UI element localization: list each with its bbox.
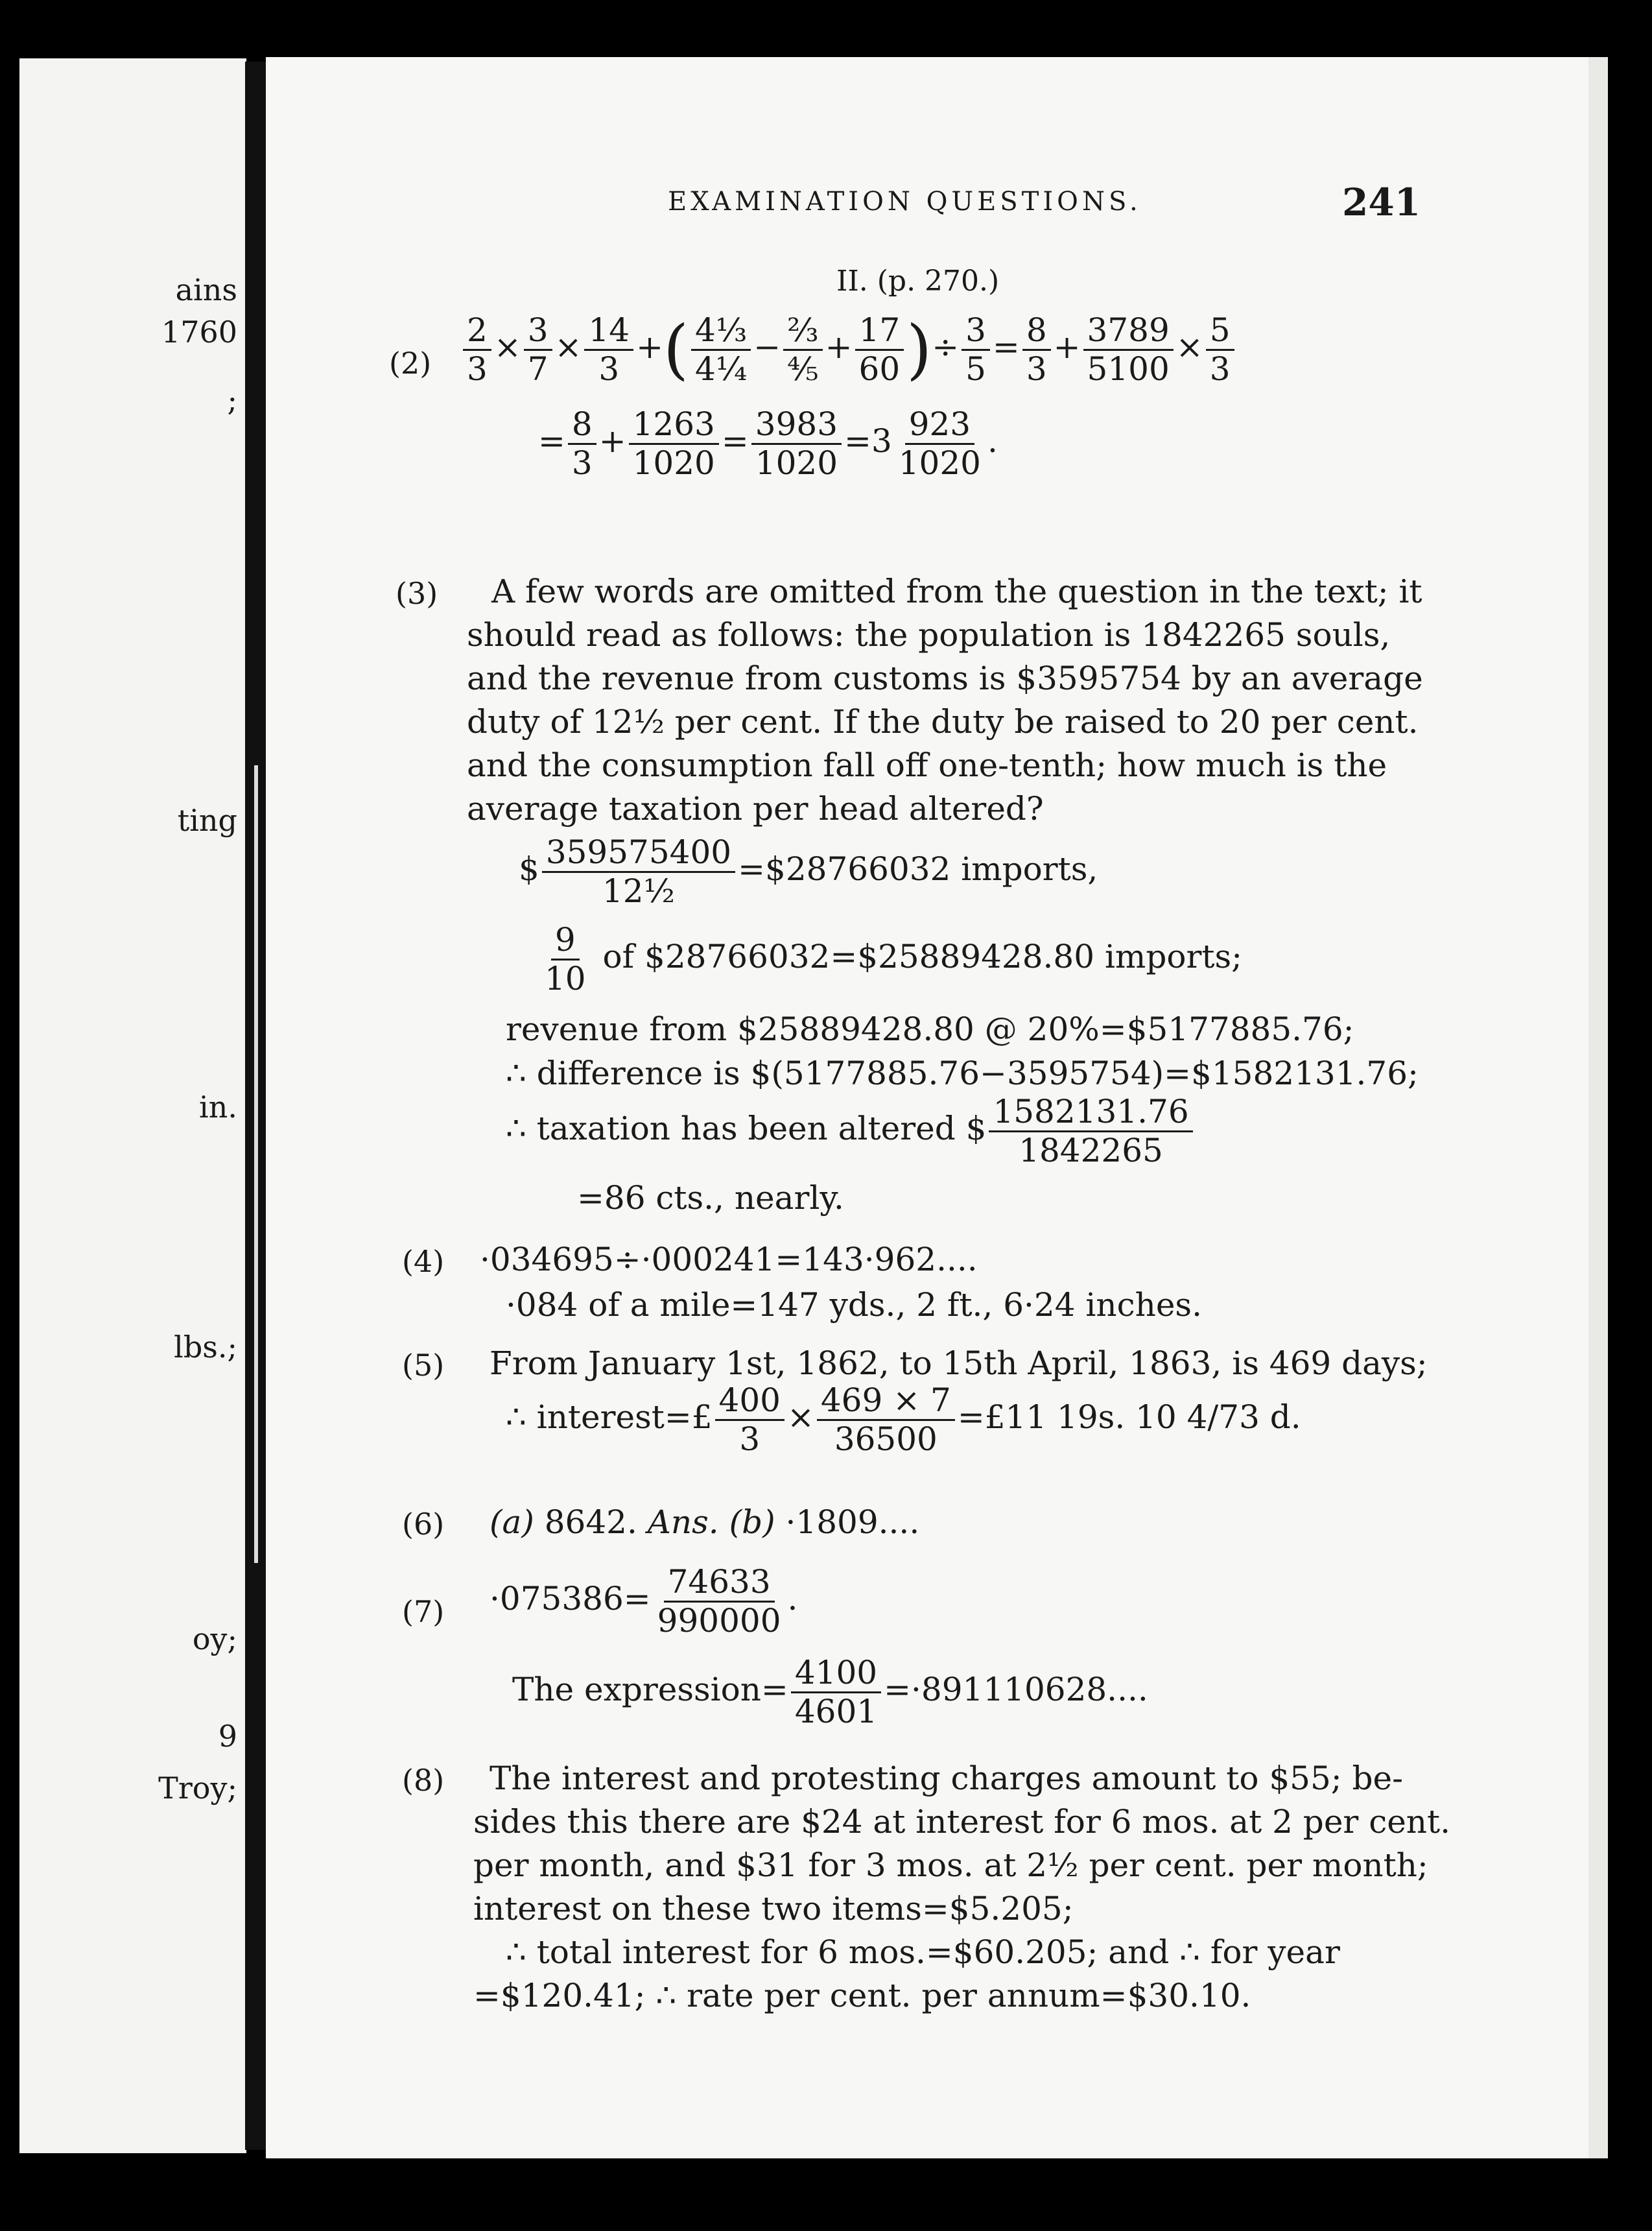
- left-fragment: ains: [175, 272, 237, 307]
- text-line: should read as follows: the population is 1842265 souls,: [467, 616, 1391, 654]
- question-number: (2): [389, 346, 432, 381]
- text-line: =$120.41; ∴ rate per cent. per annum=$30.10.: [473, 1977, 1251, 2014]
- fraction: $\frac{9}{10}$: [545, 921, 586, 997]
- binding-thread: [254, 765, 258, 1563]
- fraction: $\frac{469 \times 7}{36500}$: [817, 1383, 955, 1456]
- text-line: ∴ difference is $(5177885.76−3595754)=$1582131.76;: [506, 1055, 1419, 1092]
- q3-calc2: $\frac{9}{10}$ of $28766032=$25889428.80 imports;: [538, 923, 1242, 996]
- fraction: $\frac{923}{1020}$: [898, 405, 981, 482]
- running-header: EXAMINATION QUESTIONS.: [668, 187, 1142, 217]
- page-edge: [1588, 57, 1608, 2158]
- fraction: $\frac{1263}{1020}$: [629, 407, 719, 480]
- question-number: (5): [402, 1348, 445, 1383]
- left-fragment: Troy;: [158, 1771, 237, 1806]
- fraction: $\frac{14}{3}$: [584, 313, 633, 386]
- fraction: $\frac{74633}{990000}$: [657, 1563, 781, 1640]
- q6-line: (a) 8642. Ans. (b) ·1809....: [490, 1503, 920, 1541]
- text-line: revenue from $25889428.80 @ 20%=$5177885.76;: [506, 1010, 1354, 1048]
- fraction: $\frac{2}{3}$: [463, 313, 491, 386]
- fraction: $\frac{3789}{5100}$: [1083, 313, 1174, 386]
- fraction: $\frac{1582131.76}{1842265}$: [989, 1095, 1192, 1167]
- page-number: 241: [1342, 180, 1421, 224]
- q7-line1: ·075386= $\frac{74633}{990000}$ .: [490, 1563, 798, 1640]
- fraction: $\frac{4100}{4601}$: [791, 1656, 881, 1728]
- left-fragment: oy;: [192, 1621, 237, 1656]
- q7-line2: The expression= $\frac{4100}{4601}$ =·891110628....: [512, 1654, 1148, 1730]
- text-line: average taxation per head altered?: [467, 790, 1044, 828]
- left-facing-page: [19, 58, 246, 2153]
- fraction: $\frac{5}{3}$: [1206, 313, 1234, 386]
- fraction: $\frac{3}{5}$: [962, 313, 990, 386]
- text-line: From January 1st, 1862, to 15th April, 1863, is 469 days;: [490, 1344, 1428, 1382]
- text-line: ·034695÷·000241=143·962....: [480, 1241, 978, 1278]
- fraction: $\frac{3983}{1020}$: [751, 407, 842, 480]
- question-number: (8): [402, 1763, 445, 1798]
- fraction: $\frac{\text{4⅓}}{\text{4¼}}$: [691, 313, 751, 386]
- text-line: sides this there are $24 at interest for 6 mos. at 2 per cent.: [473, 1803, 1450, 1841]
- fraction: $\frac{400}{3}$: [715, 1383, 785, 1456]
- fraction: $\frac{8}{3}$: [1022, 313, 1051, 386]
- text-line: duty of 12½ per cent. If the duty be raised to 20 per cent.: [467, 703, 1419, 741]
- left-fragment: lbs.;: [174, 1330, 237, 1365]
- fraction: $\frac{359575400}{\text{12½}}$: [542, 835, 735, 908]
- text-line: per month, and $31 for 3 mos. at 2½ per cent. per month;: [473, 1846, 1428, 1884]
- text-line: and the consumption fall off one-tenth; how much is the: [467, 746, 1387, 784]
- question-number: (4): [402, 1244, 445, 1279]
- fraction: $\frac{17}{60}$: [855, 313, 904, 386]
- q2-line1: $\frac{2}{3}$ × $\frac{3}{7}$ × $\frac{14}{3}$ +( $\frac{\text{4⅓}}{\text{4¼}}$ − $\frac{\text{⅔}}{\text{⅘}}$ + $\frac{17}{60}$ )÷ $\frac{3}{5}$ = $\frac{8}{3}$ + $\frac{3789}{5100}$ × $\frac{5}{3}$: [460, 313, 1237, 386]
- text-line: ∴ total interest for 6 mos.=$60.205; and ∴ for year: [506, 1933, 1340, 1971]
- fraction: $\frac{3}{7}$: [524, 313, 552, 386]
- question-number: (6): [402, 1507, 445, 1542]
- q2-line2: = $\frac{8}{3}$ + $\frac{1263}{1020}$ = $\frac{3983}{1020}$ =3 $\frac{923}{1020}$ .: [538, 405, 998, 482]
- q5-interest: ∴ interest=£ $\frac{400}{3}$ × $\frac{469 \times 7}{36500}$ =£11 19s. 10 4/73 d.: [506, 1381, 1301, 1458]
- fraction: $\frac{\text{⅔}}{\text{⅘}}$: [783, 313, 822, 386]
- left-fragment: 9: [218, 1719, 237, 1754]
- left-fragment: 1760: [161, 315, 237, 350]
- section-heading: II. (p. 270.): [836, 265, 1000, 298]
- main-page: [266, 57, 1588, 2158]
- text-line: ·084 of a mile=147 yds., 2 ft., 6·24 inches.: [506, 1286, 1202, 1324]
- left-fragment: in.: [199, 1090, 237, 1125]
- text-line: The interest and protesting charges amount to $55; be-: [490, 1760, 1404, 1797]
- text-line: interest on these two items=$5.205;: [473, 1890, 1074, 1927]
- text-line: A few words are omitted from the question in the text; it: [491, 573, 1422, 610]
- question-number: (3): [395, 576, 438, 611]
- left-fragment: ting: [177, 803, 237, 838]
- question-number: (7): [402, 1594, 445, 1629]
- fraction: $\frac{8}{3}$: [568, 407, 596, 480]
- left-fragment: ;: [227, 383, 237, 418]
- q3-calc1: $ $\frac{359575400}{\text{12½}}$ =$28766032 imports,: [519, 833, 1098, 910]
- text-line: and the revenue from customs is $3595754 by an average: [467, 660, 1423, 697]
- text-line: =86 cts., nearly.: [577, 1179, 844, 1217]
- q3-calc5: ∴ taxation has been altered $ $\frac{1582131.76}{1842265}$: [506, 1095, 1196, 1167]
